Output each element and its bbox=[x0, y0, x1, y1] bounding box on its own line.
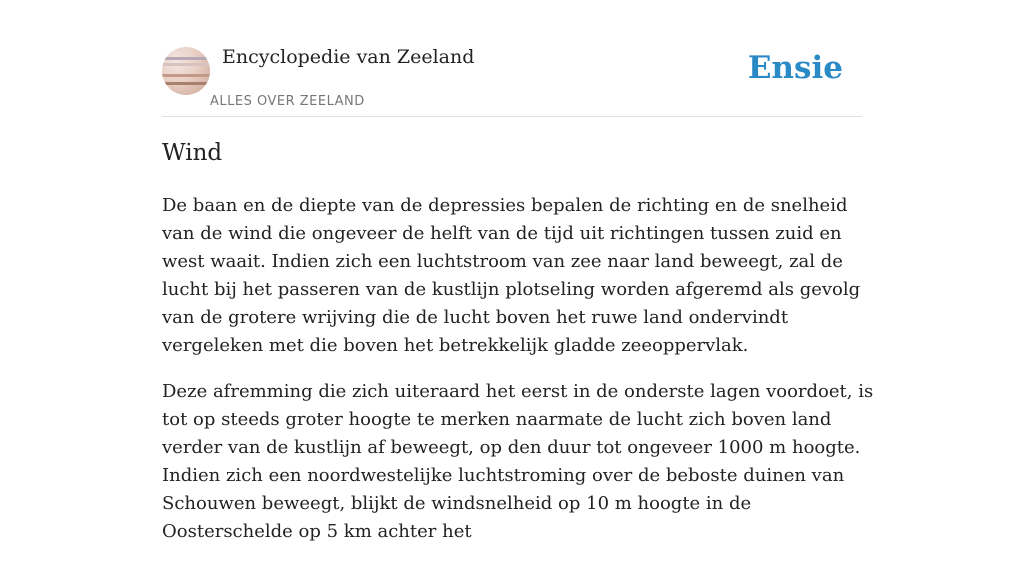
site-subtitle: ALLES OVER ZEELAND bbox=[210, 94, 365, 109]
avatar-stripe bbox=[162, 63, 210, 66]
page bbox=[162, 0, 874, 542]
site-header bbox=[162, 0, 862, 117]
avatar-stripe bbox=[162, 82, 210, 85]
brand-logo[interactable]: Ensie bbox=[747, 50, 843, 86]
site-avatar[interactable] bbox=[162, 47, 210, 95]
article-paragraph: De baan en de diepte van de depressies bepalen de richting en de snelheid van de wind die ongeveer de helft van de tijd uit richtingen tussen zuid en west waait. Indien zich een luchtstroom van zee naar land beweegt, zal de lucht bij het passeren van de kustlijn plotseling worden afgeremd als gevolg van de grotere wrijving die de lucht boven het ruwe land ondervindt vergeleken met die boven het betrekkelijk gladde zeeoppervlak. bbox=[162, 195, 861, 356]
article-title: Wind bbox=[162, 140, 223, 166]
article-body bbox=[162, 192, 874, 564]
article-paragraph: Deze afremming die zich uiteraard het eerst in de onderste lagen voordoet, is tot op steeds groter hoogte te merken naarmate de lucht zich boven land verder van de kustlijn af beweegt, op den duur tot ongeveer 1000 m hoogte. Indien zich een noordwestelijke luchtstroming over de beboste duinen van Schouwen beweegt, blijkt de windsnelheid op 10 m hoogte in de Oosterschelde op 5 km achter het bbox=[162, 381, 874, 542]
site-title[interactable]: Encyclopedie van Zeeland bbox=[222, 46, 475, 68]
avatar-stripe bbox=[162, 74, 210, 77]
avatar-stripe bbox=[162, 57, 210, 60]
